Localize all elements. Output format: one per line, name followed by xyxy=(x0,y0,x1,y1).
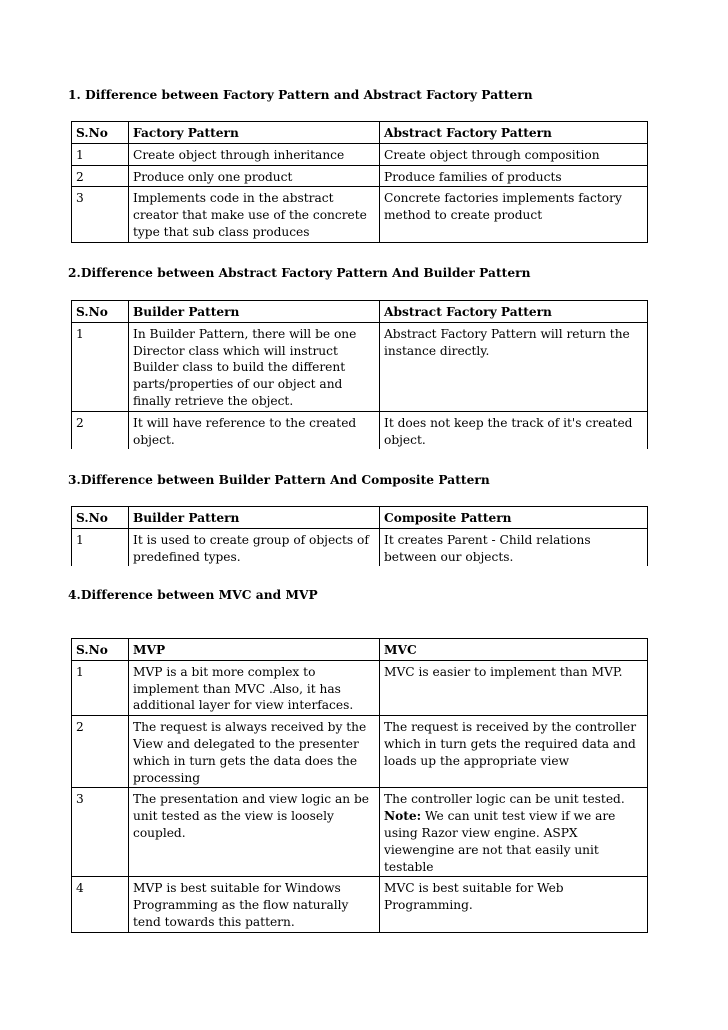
note-label: Note: xyxy=(384,809,422,824)
row-cell: It does not keep the track of it's created object. xyxy=(380,411,648,449)
column-header-abstract-factory-pattern: Abstract Factory Pattern xyxy=(380,122,648,144)
row-sno: 1 xyxy=(72,322,129,411)
row-sno: 2 xyxy=(72,716,129,788)
column-header-abstract-factory-pattern: Abstract Factory Pattern xyxy=(380,301,648,323)
row-cell: Implements code in the abstract creator that make use of the concrete type that sub class produces xyxy=(129,187,380,242)
table-row xyxy=(72,411,648,449)
table-header-row xyxy=(72,122,648,144)
column-header-mvp: MVP xyxy=(129,639,380,661)
row-cell: MVP is best suitable for Windows Programming as the flow naturally tend towards this pattern. xyxy=(129,877,380,932)
row-cell: It creates Parent - Child relations between our objects. xyxy=(380,528,648,566)
column-header-factory-pattern: Factory Pattern xyxy=(129,122,380,144)
builder-vs-composite-table xyxy=(71,506,648,566)
row-cell: Abstract Factory Pattern will return the instance directly. xyxy=(380,322,648,411)
row-sno: 2 xyxy=(72,165,129,187)
row-sno: 2 xyxy=(72,411,129,449)
row-sno: 1 xyxy=(72,660,129,715)
row-cell: Concrete factories implements factory method to create product xyxy=(380,187,648,242)
abstract-factory-vs-builder-table xyxy=(71,300,648,449)
table-row xyxy=(72,143,648,165)
row-cell-with-note xyxy=(380,788,648,877)
table-row xyxy=(72,187,648,242)
table-header-row xyxy=(72,639,648,661)
row-cell: MVC is easier to implement than MVP. xyxy=(380,660,648,715)
table-header-row xyxy=(72,507,648,529)
column-header-composite-pattern: Composite Pattern xyxy=(380,507,648,529)
row-cell: MVC is best suitable for Web Programming. xyxy=(380,877,648,932)
mvc-vs-mvp-table xyxy=(71,638,648,933)
column-header-builder-pattern: Builder Pattern xyxy=(129,301,380,323)
row-sno: 3 xyxy=(72,187,129,242)
table-header-row xyxy=(72,301,648,323)
row-cell-text: The controller logic can be unit tested. xyxy=(384,792,625,807)
section-2-heading: 2.Difference between Abstract Factory Pattern And Builder Pattern xyxy=(68,266,531,280)
row-sno: 1 xyxy=(72,143,129,165)
row-cell: The request is received by the controller which in turn gets the required data and loads up the appropriate view xyxy=(380,716,648,788)
row-cell: It is used to create group of objects of predefined types. xyxy=(129,528,380,566)
section-4-heading: 4.Difference between MVC and MVP xyxy=(68,588,318,602)
row-cell: Create object through composition xyxy=(380,143,648,165)
column-header-sno: S.No xyxy=(72,639,129,661)
row-cell: MVP is a bit more complex to implement than MVC .Also, it has additional layer for view interfaces. xyxy=(129,660,380,715)
column-header-sno: S.No xyxy=(72,122,129,144)
column-header-sno: S.No xyxy=(72,507,129,529)
row-cell: Produce families of products xyxy=(380,165,648,187)
factory-vs-abstract-factory-table xyxy=(71,121,648,243)
column-header-builder-pattern: Builder Pattern xyxy=(129,507,380,529)
row-cell: The presentation and view logic an be unit tested as the view is loosely coupled. xyxy=(129,788,380,877)
table-row xyxy=(72,716,648,788)
row-cell: In Builder Pattern, there will be one Director class which will instruct Builder class to build the different parts/properties of our object and finally retrieve the object. xyxy=(129,322,380,411)
section-1-heading: 1. Difference between Factory Pattern and Abstract Factory Pattern xyxy=(68,88,533,102)
table-row xyxy=(72,788,648,877)
section-3-heading: 3.Difference between Builder Pattern And Composite Pattern xyxy=(68,473,490,487)
row-cell: Produce only one product xyxy=(129,165,380,187)
table-row xyxy=(72,322,648,411)
row-sno: 4 xyxy=(72,877,129,932)
table-row xyxy=(72,877,648,932)
note-text: We can unit test view if we are using Razor view engine. ASPX viewengine are not that easily unit testable xyxy=(384,809,616,874)
row-cell: The request is always received by the View and delegated to the presenter which in turn gets the data does the processing xyxy=(129,716,380,788)
row-cell: Create object through inheritance xyxy=(129,143,380,165)
column-header-sno: S.No xyxy=(72,301,129,323)
column-header-mvc: MVC xyxy=(380,639,648,661)
table-row xyxy=(72,165,648,187)
table-row xyxy=(72,528,648,566)
table-row xyxy=(72,660,648,715)
row-sno: 3 xyxy=(72,788,129,877)
row-sno: 1 xyxy=(72,528,129,566)
row-cell: It will have reference to the created object. xyxy=(129,411,380,449)
